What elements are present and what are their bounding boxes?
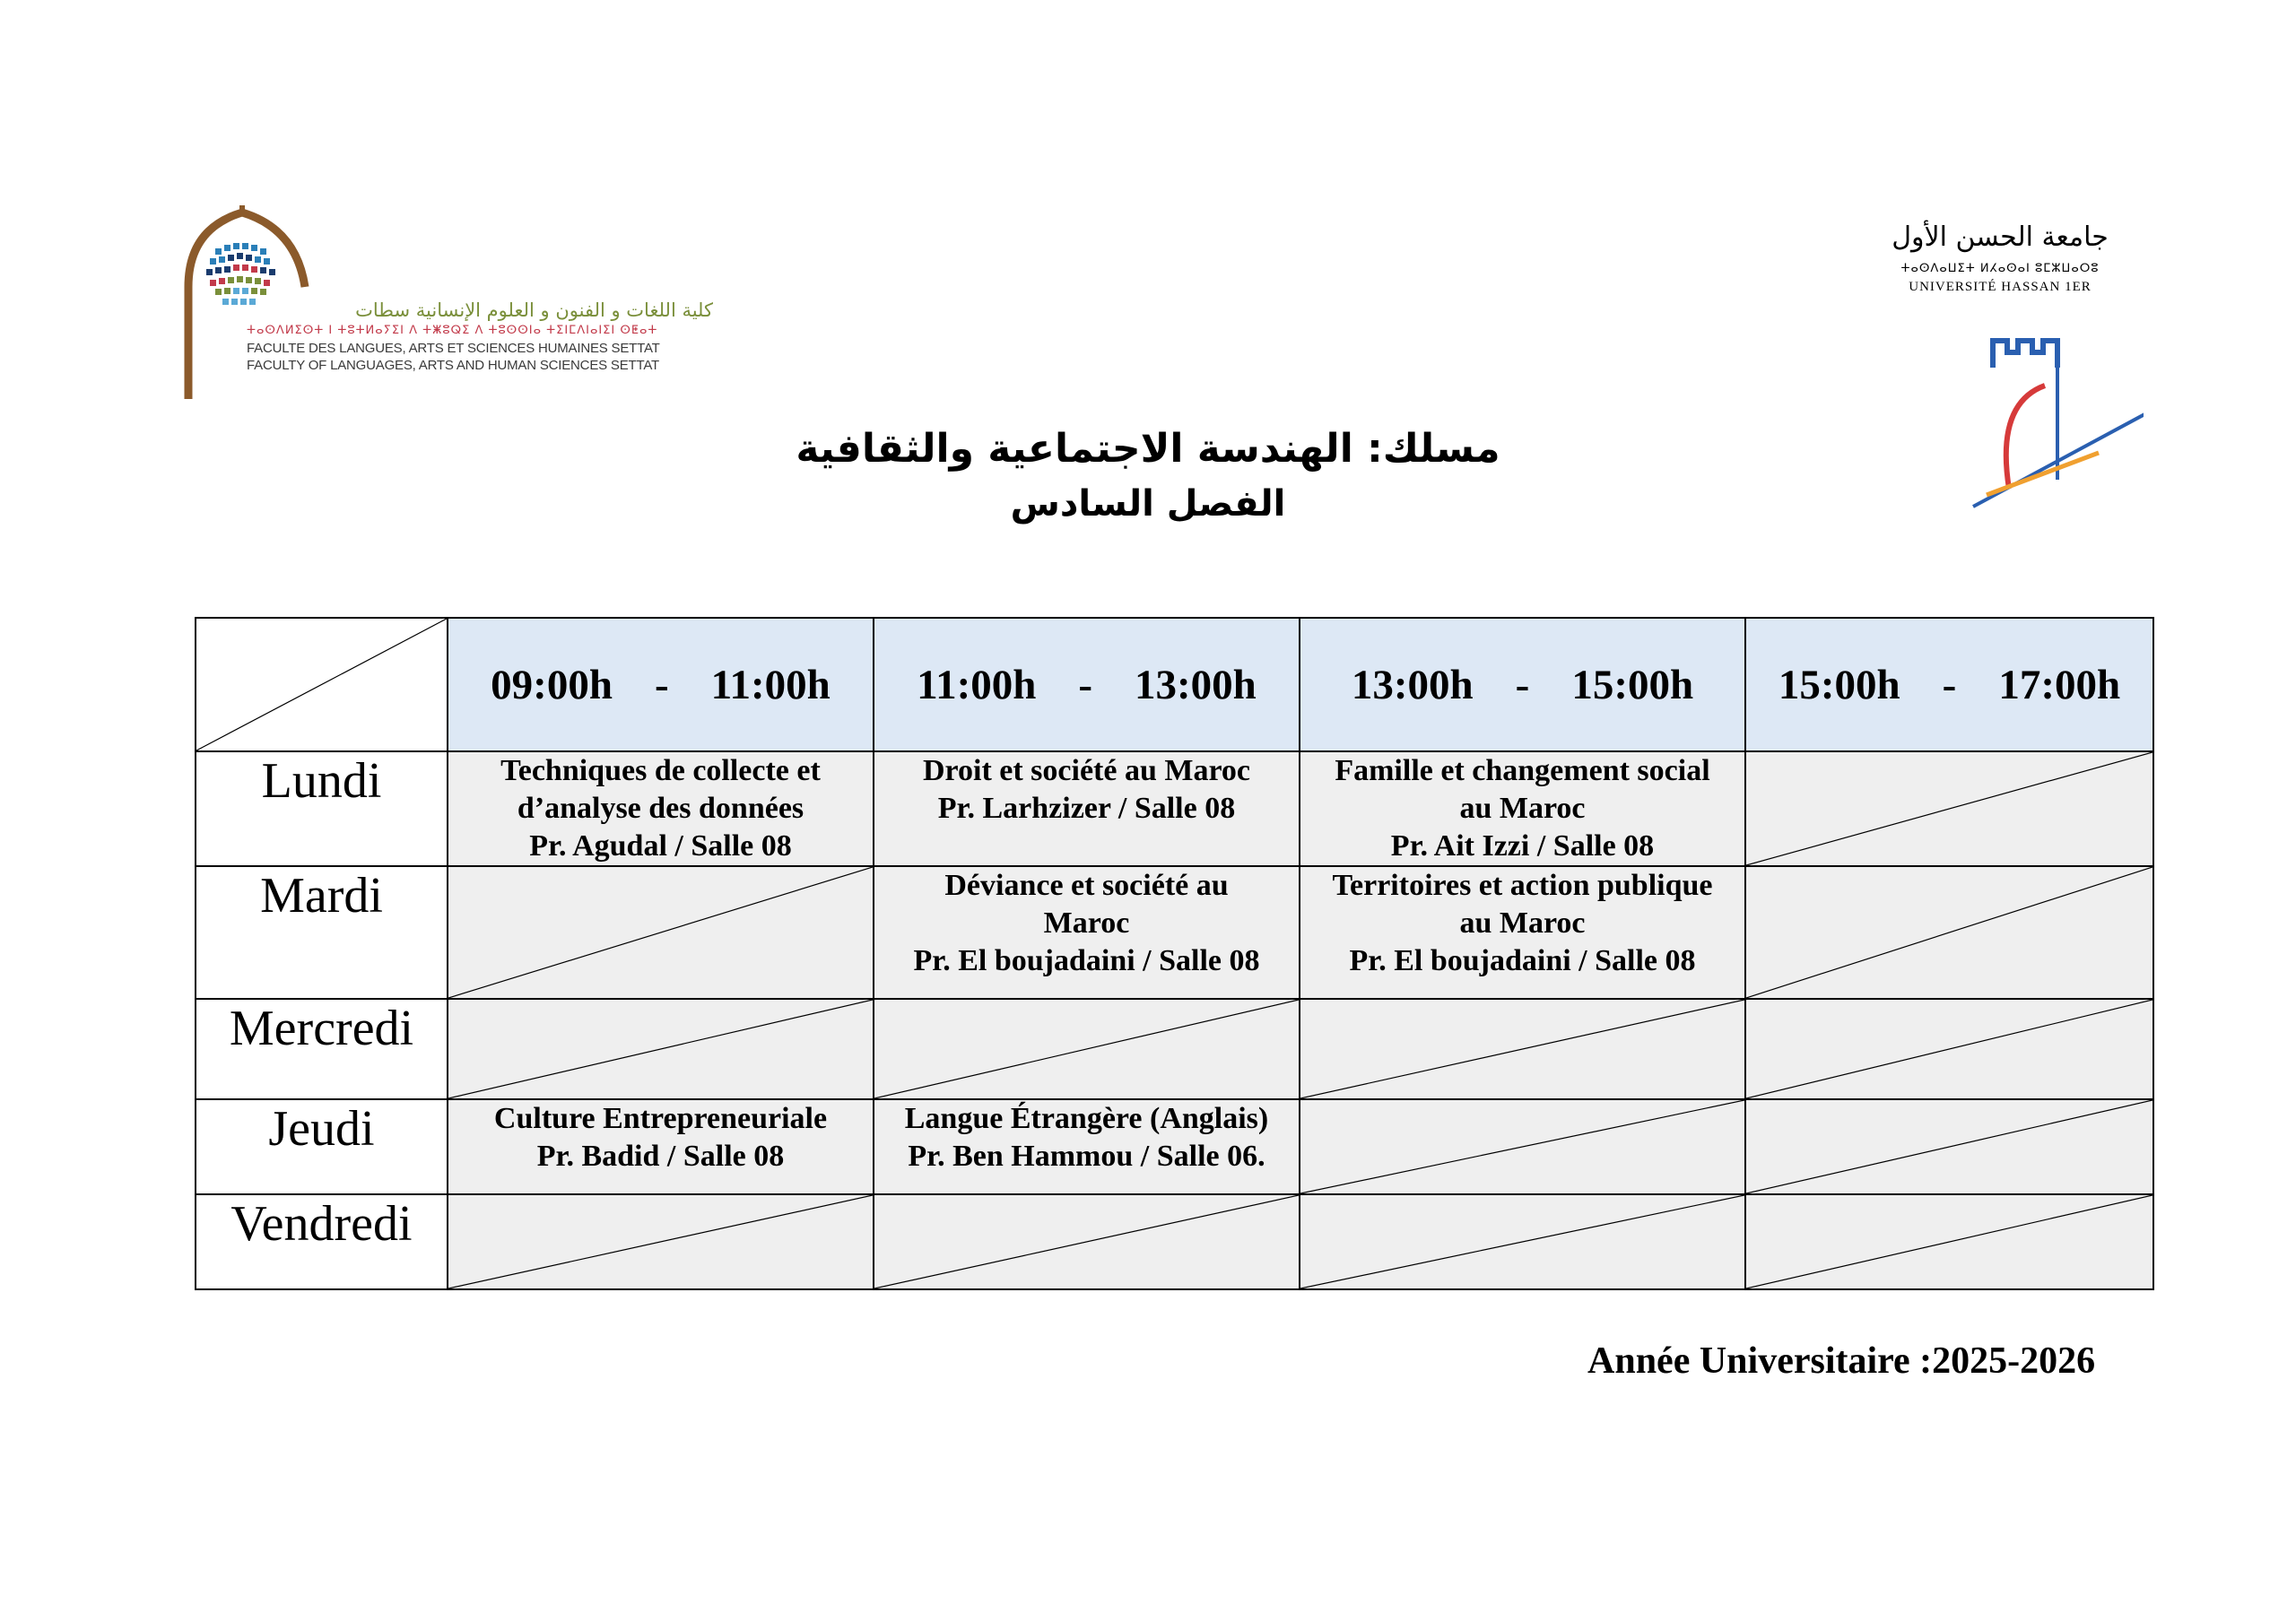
faculty-name-english: FACULTY OF LANGUAGES, ARTS AND HUMAN SCIENCES SETTAT [247,358,659,373]
timetable [195,617,2154,1290]
empty-slot-cell [1745,866,2153,999]
university-name-french: UNIVERSITÉ HASSAN 1ER [1909,280,2092,294]
university-name-tifinagh: ⵜⴰⵙⴷⴰⵡⵉⵜ ⵍⵃⴰⵙⴰⵏ ⵓⵎⵣⵡⴰⵔⵓ [1900,262,2100,275]
time-slot-separator: - [1515,661,1530,708]
course-line: Territoires et action publique [1332,869,1713,902]
course-line: Culture Entrepreneuriale [493,1102,828,1135]
empty-slot-cell [448,866,874,999]
day-row [196,1194,2153,1289]
empty-slot-diagonal [1746,1100,2152,1193]
faculty-logo [170,202,713,403]
empty-slot-diagonal [1746,752,2152,865]
time-slot-separator: - [1942,661,1957,708]
empty-slot-diagonal [1746,1000,2152,1098]
time-slot-separator: - [1078,661,1093,708]
empty-slot-cell [448,1194,874,1289]
semester-title: الفصل السادس [1010,483,1286,525]
time-slot-header [448,618,874,751]
time-slot-end: 17:00h [1998,661,2121,708]
course-line: Droit et société au Maroc [922,754,1251,787]
course-line: Pr. Ait Izzi / Salle 08 [1390,829,1655,863]
course-line: Techniques de collecte et [500,754,821,787]
day-label: Jeudi [196,1099,448,1194]
day-row [196,999,2153,1099]
empty-slot-cell [1300,1099,1745,1194]
empty-slot-diagonal [1300,1100,1744,1193]
empty-slot-cell [1745,1194,2153,1289]
course-cell [1300,866,1745,999]
day-row [196,1099,2153,1194]
course-line: Pr. El boujadaini / Salle 08 [1349,944,1696,977]
empty-slot-diagonal [448,867,873,998]
day-row [196,866,2153,999]
day-label: Mercredi [196,999,448,1099]
course-line: Pr. Badid / Salle 08 [536,1140,785,1173]
empty-slot-diagonal [448,1000,873,1098]
course-line: d’analyse des données [517,792,804,825]
title-block [0,421,2296,531]
course-line: Pr. El boujadaini / Salle 08 [913,944,1260,977]
course-line: Déviance et société au [944,869,1229,902]
faculty-name-tifinagh: ⵜⴰⵙⴷⵍⵉⵙⵜ ⵏ ⵜⵓⵜⵍⴰⵢⵉⵏ ⴷ ⵜⵥⵓⵕⵉ ⴷ ⵜⵓⵙⵙⵏⴰ ⵜⵉⵏⵎⴷⵏⴰⵏⵉⵏ ⵙⵟⴰⵜ [247,324,658,337]
timetable-body [196,751,2153,1289]
empty-slot-cell [874,1194,1300,1289]
time-slot-header [1300,618,1745,751]
time-slot-start: 15:00h [1778,661,1900,708]
program-title: مسلك: الهندسة الاجتماعية والثقافية [796,426,1500,472]
time-slot-header [874,618,1300,751]
empty-slot-diagonal [1746,1195,2152,1288]
corner-cell [196,618,448,751]
empty-slot-diagonal [1300,1000,1744,1098]
empty-slot-cell [874,999,1300,1099]
empty-slot-cell [448,999,874,1099]
time-slot-end: 15:00h [1571,661,1694,708]
time-slot-start: 09:00h [491,661,613,708]
time-slot-separator: - [654,661,669,708]
empty-slot-cell [1300,999,1745,1099]
empty-slot-cell [1745,999,2153,1099]
day-row [196,751,2153,866]
university-name-arabic: جامعة الحسن الأول [1892,221,2109,253]
course-line: au Maroc [1459,792,1586,825]
course-line: Pr. Larhzizer / Salle 08 [937,792,1236,825]
empty-slot-diagonal [1300,1195,1744,1288]
course-cell [874,751,1300,866]
empty-slot-cell [1300,1194,1745,1289]
day-label: Lundi [196,751,448,866]
time-slot-end: 11:00h [710,661,831,708]
course-line: Langue Étrangère (Anglais) [904,1102,1269,1135]
academic-year: Année Universitaire :2025-2026 [1587,1340,2096,1382]
faculty-name-french: FACULTE DES LANGUES, ARTS ET SCIENCES HUMAINES SETTAT [247,341,660,356]
course-cell [874,866,1300,999]
course-cell [874,1099,1300,1194]
course-line: Famille et changement social [1335,754,1710,787]
time-slot-start: 13:00h [1351,661,1474,708]
course-line: Maroc [1043,906,1130,940]
corner-diagonal [196,619,447,750]
time-slot-header [1745,618,2153,751]
course-cell [448,751,874,866]
faculty-name-arabic: كلية اللغات و الفنون و العلوم الإنسانية سطات [355,299,713,321]
course-cell [1300,751,1745,866]
empty-slot-diagonal [874,1000,1299,1098]
empty-slot-diagonal [1746,867,2152,998]
course-line: Pr. Agudal / Salle 08 [529,829,792,863]
course-line: Pr. Ben Hammou / Salle 06. [908,1140,1265,1173]
time-slot-end: 13:00h [1135,661,1257,708]
course-line: au Maroc [1459,906,1586,940]
day-label: Vendredi [196,1194,448,1289]
empty-slot-diagonal [448,1195,873,1288]
time-slot-start: 11:00h [917,661,1037,708]
empty-slot-diagonal [874,1195,1299,1288]
course-cell [448,1099,874,1194]
day-label: Mardi [196,866,448,999]
empty-slot-cell [1745,751,2153,866]
empty-slot-cell [1745,1099,2153,1194]
